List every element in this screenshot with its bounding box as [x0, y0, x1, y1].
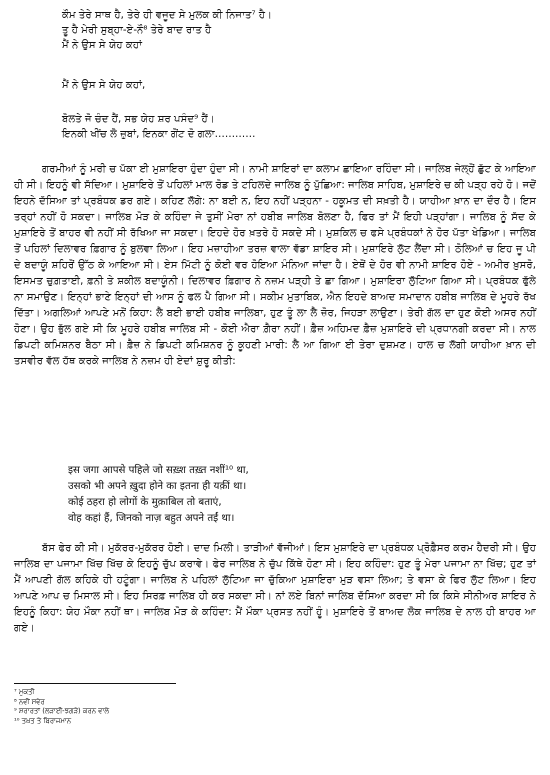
footnote-divider [14, 683, 176, 684]
verse-line: कोई ठहरा हो लोगों के मुक़ाबिल तो बताएं, [68, 497, 222, 508]
verse-line: ਤੂ ਹੈ ਮੇਰੀ ਸੁਬ੍ਹਾ-ਏ-ਨੌ⁸ ਤੇਰੇ ਬਾਦ ਰਾਤ ਹੈ [62, 25, 212, 37]
paragraph-text: ਬੱਸ ਫੇਰ ਕੀ ਸੀ। ਮੁਕੱਰਰ-ਮੁਕੱਰਰ ਹੋਈ। ਦਾਦ ਮਿਲੀ। ਤਾੜੀਆਂ ਵੱਜੀਆਂ। ਇਸ ਮੁਸ਼ਾਇਰੇ ਦਾ ਪ੍ਰਬੰਧਕ ਪ੍ਰੋਫ਼ੈਸਰ ਕਰਮ ਹੈਦਰੀ ਸੀ। ਉਹ ਜਾਲਿਬ ਦਾ ਪਜਾਮਾ ਖਿੱਚ ਖਿੱਚ ਕੇ ਇਹਨੂੰ ਚੁੱਪ ਕਰਾਵੇ। ਫੇਰ ਜਾਲਿਬ ਨੇ ਚੁੱਪ ਕਿੱਥੇ ਹੋਣਾ ਸੀ। ਇਹ ਕਹਿੰਦਾ: ਹੁਣ ਤੂੰ ਮੇਰਾ ਪਜਾਮਾ ਨਾ ਖਿੱਚ; ਹੁਣ ਤਾਂ ਮੈਂ ਆਪਣੀ ਗੱਲ ਕਹਿਕੇ ਹੀ ਹਟੂੰਗਾ। ਜਾਲਿਬ ਨੇ ਪਹਿਲਾਂ ਲੁੱਟਿਆ ਜਾ ਚੁੱਕਿਆ ਮੁਸ਼ਾਇਰਾ ਮੁੜ ਵਸਾ ਲਿਆ; ਤੇ ਵਸਾ ਕੇ ਫਿਰ ਲੁੱਟ ਲਿਆ। ਇਹ ਆਪਣੇ ਆਪ ਚ ਮਿਸਾਲ ਸੀ। ਇਹ ਸਿਰਫ਼ ਜਾਲਿਬ ਹੀ ਕਰ ਸਕਦਾ ਸੀ। ਨਾਂ ਲਏ ਬਿਨਾਂ ਜਾਲਿਬ ਦੱਸਿਆ ਕਰਦਾ ਸੀ ਕਿ ਕਿਸੇ ਸੀਨੀਅਰ ਸ਼ਾਇਰ ਨੇ ਇਹਨੂੰ ਕਿਹਾ: ਯੇਹ ਮੌਕਾ ਨਹੀਂ ਥਾ। ਜਾਲਿਬ ਮੋੜ ਕੇ ਕਹਿੰਦਾ: ਮੈਂ ਮੌਕਾ ਪ੍ਰਸਤ ਨਹੀਂ ਹੂੰ। ਮੁਸ਼ਾਇਰੇ ਤੋਂ ਬਾਅਦ ਲੋਕ ਜਾਲਿਬ ਦੇ ਨਾਲ ਹੀ ਬਾਹਰ ਆ ਗਏ। [14, 543, 536, 634]
verse-line: ਮੈਂ ਨੇ ਉਸ ਸੇ ਯੇਹ ਕਹਾਂ, [62, 80, 146, 91]
verse-opening [62, 8, 272, 54]
verse-line: इस जगा आपसे पहिले जो सख़्श तख़्त नशीं¹⁰ था, [68, 465, 249, 476]
verse-line: ਕੌਮ ਤੇਰੇ ਸਾਥ ਹੈ, ਤੇਰੇ ਹੀ ਵਜੂਦ ਸੇ ਮੁਲਕ ਕੀ ਨਿਜਾਤ⁷ ਹੈ। [62, 10, 272, 21]
verse-hindi-quote [68, 463, 249, 527]
footnote: ⁹ ਸ਼ਰਾਰਤਾਂ (ਲੜਾਈ-ਝਗੜੇ) ਕਰਨ ਵਾਲੇ [14, 707, 109, 716]
verse-line: ਇਨਕੀ ਖੀਂਚ ਲੋ ਜ਼ੁਬਾਂ, ਇਨਕਾ ਗੋਂਟ ਦੋ ਗਲਾ………… [62, 129, 256, 141]
verse-line: उसको भी अपने ख़ुदा होने का इतना ही यक़ीं था। [68, 481, 247, 492]
verse-line: ਮੈਂ ਨੇ ਉਸ ਸੇ ਯੇਹ ਕਹਾਂ [62, 40, 143, 52]
verse-closing [62, 112, 255, 142]
footnote: ⁸ ਨਵੀਂ ਸਵੇਰ [14, 697, 45, 706]
verse-line: वोह कहां हैं, जिनको नाज़ बहुत अपने तईं था। [68, 513, 235, 524]
paragraph-text: ਗਰਮੀਆਂ ਨੂੰ ਮਰੀ ਚ ਪੱਕਾ ਈ ਮੁਸ਼ਾਇਰਾ ਹੁੰਦਾ ਹੁੰਦਾ ਸੀ। ਨਾਮੀ ਸ਼ਾਇਰਾਂ ਦਾ ਕਲਾਮ ਛਾਇਆ ਰਹਿੰਦਾ ਸੀ। ਜਾਲਿਬ ਜੇਲ੍ਹੋਂ ਛੁੱਟ ਕੇ ਆਇਆ ਹੀ ਸੀ। ਇਹਨੂੰ ਵੀ ਸੱਦਿਆ। ਮੁਸ਼ਾਇਰੇ ਤੋਂ ਪਹਿਲਾਂ ਮਾਲ ਰੋਡ ਤੇ ਟਹਿਲਦੇ ਜਾਲਿਬ ਨੂੰ ਪੁੱਛਿਆ: ਜਾਲਿਬ ਸਾਹਿਬ, ਮੁਸ਼ਾਇਰੇ ਚ ਕੀ ਪੜ੍ਹ ਰਹੇ ਹੋ। ਜਦੋਂ ਇਹਨੇ ਦੱਸਿਆ ਤਾਂ ਪ੍ਰਬੰਧਕ ਡਰ ਗਏ। ਕਹਿਣ ਲੱਗੇ: ਨਾ ਬਈ ਨ, ਇਹ ਨਹੀਂ ਪੜ੍ਹਨਾ - ਹਕੂਮਤ ਦੀ ਸਖ਼ਤੀ ਹੈ। ਯਾਹੀਆ ਖ਼ਾਨ ਦਾ ਦੌਰ ਹੈ। ਇਸ ਤਰ੍ਹਾਂ ਨਹੀਂ ਹੋ ਸਕਦਾ। ਜਾਲਿਬ ਮੋੜ ਕੇ ਕਹਿੰਦਾ ਜੇ ਤੁਸੀਂ ਮੇਰਾ ਨਾਂ ਹਬੀਬ ਜਾਲਿਬ ਬੋਲਣਾ ਹੈ, ਫਿਰ ਤਾਂ ਮੈਂ ਇਹੀ ਪੜ੍ਹਾਂਗਾ। ਜਾਲਿਬ ਨੂੰ ਸੱਦ ਕੇ ਮੁਸ਼ਾਇਰੇ ਤੋਂ ਬਾਹਰ ਵੀ ਨਹੀਂ ਸੀ ਰੱਖਿਆ ਜਾ ਸਕਦਾ। ਇਹਦੇ ਹੋਰ ਖ਼ਤਰੇ ਹੋ ਸਕਦੇ ਸੀ। ਮੁਸ਼ਕਿਲ ਚ ਫਸੇ ਪ੍ਰਬੰਧਕਾਂ ਨੇ ਹੋਰ ਪੱਤਾ ਖੇਡਿਆ। ਜਾਲਿਬ ਤੋਂ ਪਹਿਲਾਂ ਦਿਲਾਵਰ ਫ਼ਿਗਾਰ ਨੂੰ ਬੁਲਵਾ ਲਿਆ। ਇਹ ਮਜ਼ਾਹੀਆ ਤਰਜ਼ ਵਾਲਾ ਵੱਡਾ ਸ਼ਾਇਰ ਸੀ। ਮੁਸ਼ਾਇਰੇ ਲੁੱਟ ਲੈਂਦਾ ਸੀ। ਠੋਲਿਆਂ ਚ ਇਹ ਜੂ ਪੀ ਦੇ ਬਦਾਯੂੰ ਸ਼ਹਿਰੋਂ ਉੱਠ ਕੇ ਆਇਆ ਸੀ। ਏਸ ਮਿੱਟੀ ਨੂੰ ਕੋਈ ਵਰ ਹੋਇਆ ਮੰਨਿਆ ਜਾਂਦਾ ਹੈ। ਏਥੋਂ ਦੇ ਹੋਰ ਵੀ ਨਾਮੀ ਸ਼ਾਇਰ ਹੋਏ - ਅਮੀਰ ਖ਼ੁਸਰੋ, ਇਸਮਤ ਚੁਗ਼ਤਾਈ, ਫ਼ਨੀ ਤੇ ਸ਼ਕੀਲ ਬਦਾਯੂੰਨੀ। ਦਿਲਾਵਰ ਫ਼ਿਗਾਰ ਨੇ ਨਜ਼ਮ ਪੜ੍ਹੀ ਤੇ ਛਾ ਗਿਆ। ਮੁਸ਼ਾਇਰਾ ਲੁੱਟਿਆ ਗਿਆ ਸੀ। ਪ੍ਰਬੰਧਕ ਫੁੱਲੇ ਨਾ ਸਮਾਉਣ। ਇਨ੍ਹਾਂ ਭਾਣੇ ਇਨ੍ਹਾਂ ਦੀ ਆਸ ਨੂੰ ਫਲ ਪੈ ਗਿਆ ਸੀ। ਸਕੀਮ ਮੁਤਾਬਿਕ, ਐਨ ਇਹਦੇ ਬਾਅਦ ਸਮਾਦਾਨ ਹਬੀਬ ਜਾਲਿਬ ਦੇ ਮੂਹਰੇ ਰੱਖ ਦਿੱਤਾ। ਅਗਲਿਆਂ ਆਪਣੇ ਮਨੋਂ ਕਿਹਾ: ਲੈ ਬਈ ਭਾਈ ਹਬੀਬ ਜਾਲਿਬਾ, ਹੁਣ ਤੂੰ ਲਾ ਲੈ ਜ਼ੋਰ, ਜਿਹੜਾ ਲਾਉਣਾ। ਤੇਰੀ ਗੱਲ ਦਾ ਹੁਣ ਕੋਈ ਅਸਰ ਨਹੀਂ ਹੋਣਾ। ਉਹ ਭੁੱਲ ਗਏ ਸੀ ਕਿ ਮੂਹਰੇ ਹਬੀਬ ਜਾਲਿਬ ਸੀ - ਕੋਈ ਐਰਾ ਗ਼ੈਰਾ ਨਹੀਂ। ਫ਼ੈਜ਼ ਅਹਿਮਦ ਫ਼ੈਜ਼ ਮੁਸ਼ਾਇਰੇ ਦੀ ਪ੍ਰਧਾਨਗੀ ਕਰਦਾ ਸੀ। ਨਾਲ ਡਿਪਟੀ ਕਮਿਸ਼ਨਰ ਬੈਠਾ ਸੀ। ਫ਼ੈਜ਼ ਨੇ ਡਿਪਟੀ ਕਮਿਸ਼ਨਰ ਨੂੰ ਕੂਹਣੀ ਮਾਰੀ: ਲੈ ਆ ਗਿਆ ਈ ਤੇਰਾ ਦੁਸ਼ਮਣ। ਹਾਲ ਚ ਲੱਗੀ ਯਾਹੀਆ ਖ਼ਾਨ ਦੀ ਤਸਵੀਰ ਵੱਲ ਹੱਥ ਕਰਕੇ ਜਾਲਿਬ ਨੇ ਨਜ਼ਮ ਹੀ ਏਦਾਂ ਸ਼ੁਰੂ ਕੀਤੀ: [14, 164, 536, 367]
body-paragraph-2 [14, 541, 536, 637]
footnote: ¹⁰ ਤਖ਼ਤ ਤੇ ਬਿਰਾਜਮਾਨ [14, 716, 71, 725]
footnotes [14, 688, 109, 726]
footnote: ⁷ ਮੁਕਤੀ [14, 688, 35, 696]
verse-line: ਬੋਲਤੇ ਜੋ ਚੰਦ ਹੈਂ, ਸਭ ਯੇਹ ਸ਼ਰ ਪਸੰਦ⁹ ਹੈਂ। [62, 114, 215, 125]
verse-refrain [62, 78, 145, 93]
body-paragraph-1 [14, 162, 536, 370]
